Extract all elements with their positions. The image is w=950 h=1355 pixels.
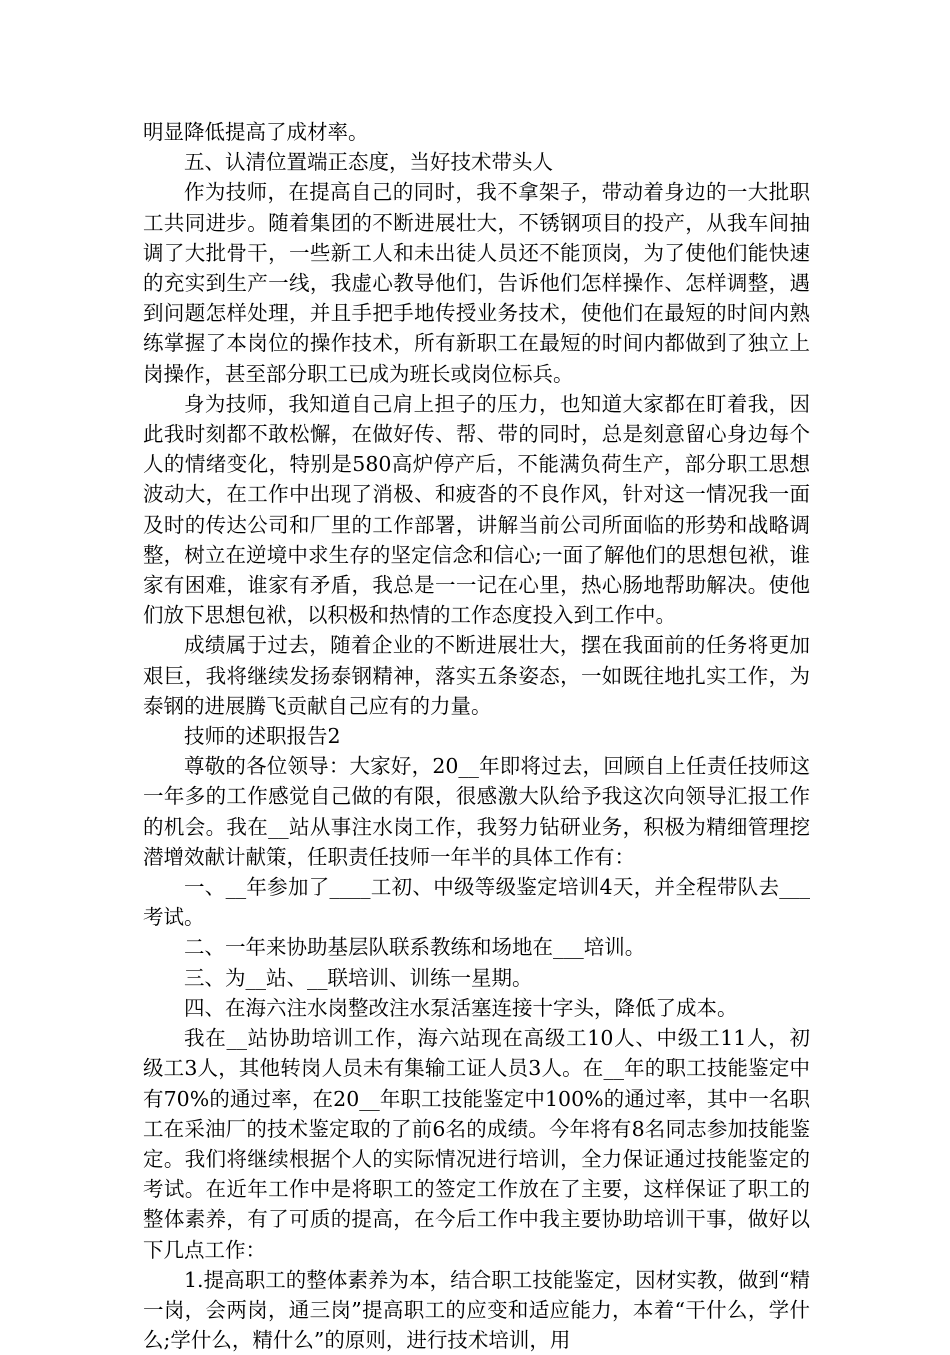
report-title-2: 技师的述职报告2 bbox=[184, 724, 341, 749]
document-page bbox=[143, 117, 810, 1355]
list-item-one: 一、__年参加了____工初、中级等级鉴定培训4天，并全程带队去___考试。 bbox=[143, 875, 810, 930]
paragraph-technician-role: 作为技师，在提高自己的同时，我不拿架子，带动着身边的一大批职工共同进步。随着集团的不断进展壮大，不锈钢项目的投产，从我车间抽调了大批骨干，一些新工人和未出徒人员还不能顶岗，为了使他们能快速的充实到生产一线，我虚心教导他们，告诉他们怎样操作、怎样调整，遇到问题怎样处理，并且手把手地传授业务技术，使他们在最短的时间内熟练掌握了本岗位的操作技术，所有新职工在最短的时间内都做到了独立上岗操作，甚至部分职工已成为班长或岗位标兵。 bbox=[143, 180, 810, 386]
list-item-four: 四、在海六注水岗整改注水泵活塞连接十字头，降低了成本。 bbox=[184, 995, 738, 1020]
paragraph-greeting: 尊敬的各位领导：大家好，20__年即将过去，回顾自上任责任技师这一年多的工作感觉自己做的有限，很感激大队给予我这次向领导汇报工作的机会。我在__站从事注水岗工作，我努力钻研业务，积极为精细管理挖潜增效献计献策，任职责任技师一年半的具体工作有： bbox=[143, 754, 810, 869]
paragraph-responsibility: 身为技师，我知道自己肩上担子的压力，也知道大家都在盯着我，因此我时刻都不敢松懈，在做好传、帮、带的同时，总是刻意留心身边每个人的情绪变化，特别是580高炉停产后，不能满负荷生产，部分职工思想波动大，在工作中出现了消极、和疲沓的不良作风，针对这一情况我一面及时的传达公司和厂里的工作部署，讲解当前公司所面临的形势和战略调整，树立在逆境中求生存的坚定信念和信心;一面了解他们的思想包袱，谁家有困难，谁家有矛盾，我总是一一记在心里，热心肠地帮助解决。使他们放下思想包袱，以积极和热情的工作态度投入到工作中。 bbox=[143, 391, 810, 628]
paragraph-achievements: 成绩属于过去，随着企业的不断进展壮大，摆在我面前的任务将更加艰巨，我将继续发扬泰钢精神，落实五条姿态，一如既往地扎实工作，为泰钢的进展腾飞贡献自己应有的力量。 bbox=[143, 633, 810, 718]
list-item-two: 二、一年来协助基层队联系教练和场地在___培训。 bbox=[184, 935, 646, 960]
paragraph-continuation: 明显降低提高了成材率。 bbox=[143, 120, 369, 144]
section-heading-five: 五、认清位置端正态度，当好技术带头人 bbox=[184, 150, 553, 175]
list-item-three: 三、为__站、__联培训、训练一星期。 bbox=[184, 965, 533, 990]
paragraph-point-one: 1.提高职工的整体素养为本，结合职工技能鉴定，因材实教，做到“精一岗，会两岗，通三岗”提高职工的应变和适应能力，本着“干什么，学什么;学什么，精什么”的原则，进行技术培训，用 bbox=[143, 1267, 810, 1353]
paragraph-training: 我在__站协助培训工作，海六站现在高级工10人、中级工11人，初级工3人，其他转岗人员未有集输工证人员3人。在__年的职工技能鉴定中有70%的通过率，在20__年职工技能鉴定中100%的通过率，其中一名职工在采油厂的技术鉴定取的了前6名的成绩。今年将有8名同志参加技能鉴定。我们将继续根据个人的实际情况进行培训，全力保证通过技能鉴定的考试。在近年工作中是将职工的签定工作放在了主要，这样保证了职工的整体素养，有了可质的提高，在今后工作中我主要协助培训干事，做好以下几点工作： bbox=[143, 1026, 810, 1262]
